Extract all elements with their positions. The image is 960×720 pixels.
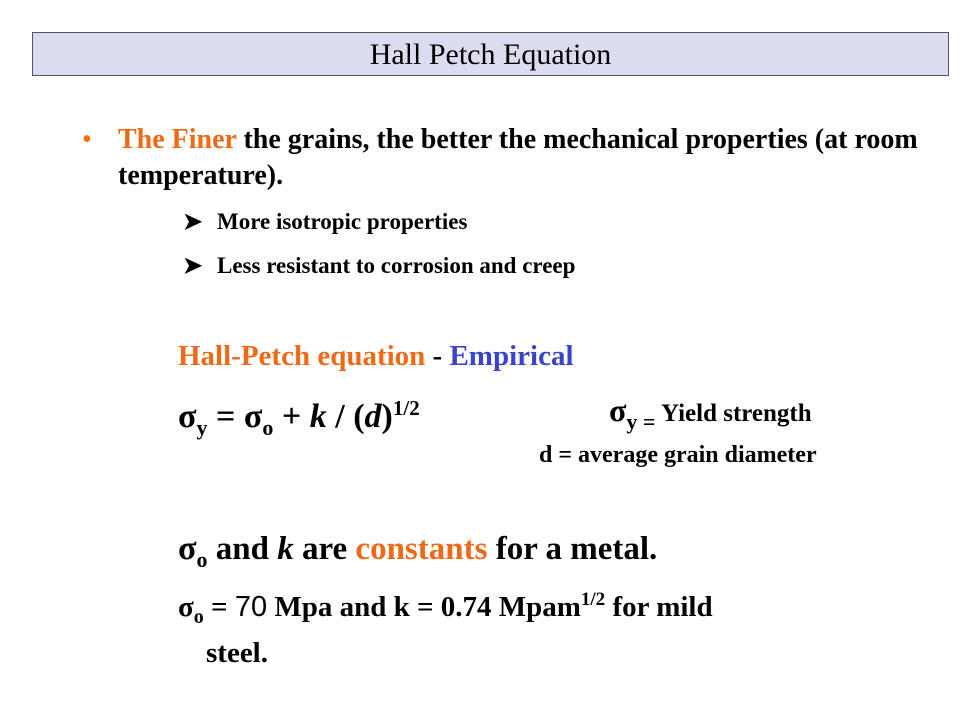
sigma-symbol: σ [178,591,194,623]
are-text: are [293,531,356,567]
arrow-bullet-icon: ➤ [183,253,203,278]
equals-sign: = [207,398,244,435]
plus-sign: + [273,398,310,435]
hall-petch-heading [178,338,574,374]
yield-sub: y = [626,409,661,434]
constants-highlight: constants [355,531,488,567]
bullet-text [118,122,918,194]
subpoint-text: More isotropic properties [217,209,468,234]
bullet-highlight: The Finer [118,124,237,155]
grain-definition: d = average grain diameter [539,442,817,468]
exponent: 1/2 [392,396,420,420]
sub-o: o [193,606,204,628]
values-statement [178,582,918,671]
k-variable: k [277,531,294,567]
sigma-symbol: σ [243,398,263,435]
sub-y: y [196,415,208,440]
bullet-body: the grains, the better the mechanical properties (at room temperature). [118,124,918,191]
hall-petch-label: Hall-Petch equation [178,340,426,372]
and-text: and [207,531,278,567]
sub-o: o [196,547,208,572]
value-tail: for mild [605,591,713,623]
sigma-symbol: σ [178,398,197,435]
close-paren: ) [381,398,393,435]
sigma-symbol: σ [609,392,627,428]
slide-title: Hall Petch Equation [32,32,949,76]
hall-petch-kind: Empirical [449,340,574,372]
bullet-dot-icon: • [82,124,92,155]
yield-definition [609,391,812,441]
sigma-symbol: σ [178,530,197,567]
slash-open: / ( [326,398,365,435]
k-variable: k [309,398,327,435]
sub-o: o [262,415,274,440]
value-units: Mpa and k = 0.74 Mpam [267,591,581,623]
value-tail-2: steel. [206,637,268,669]
hall-petch-separator: - [425,340,450,372]
value-number: 70 [234,591,268,623]
subpoint-corrosion [183,252,575,280]
subpoint-isotropic [183,208,467,236]
constants-statement [178,528,657,581]
d-variable: d [364,398,382,435]
hall-petch-equation [178,388,420,448]
arrow-bullet-icon: ➤ [183,209,203,234]
constants-tail: for a metal. [487,531,658,567]
exponent: 1/2 [580,589,606,610]
equals-sign: = [203,591,235,623]
subpoint-text: Less resistant to corrosion and creep [217,253,576,278]
yield-text: Yield strength [660,400,812,427]
